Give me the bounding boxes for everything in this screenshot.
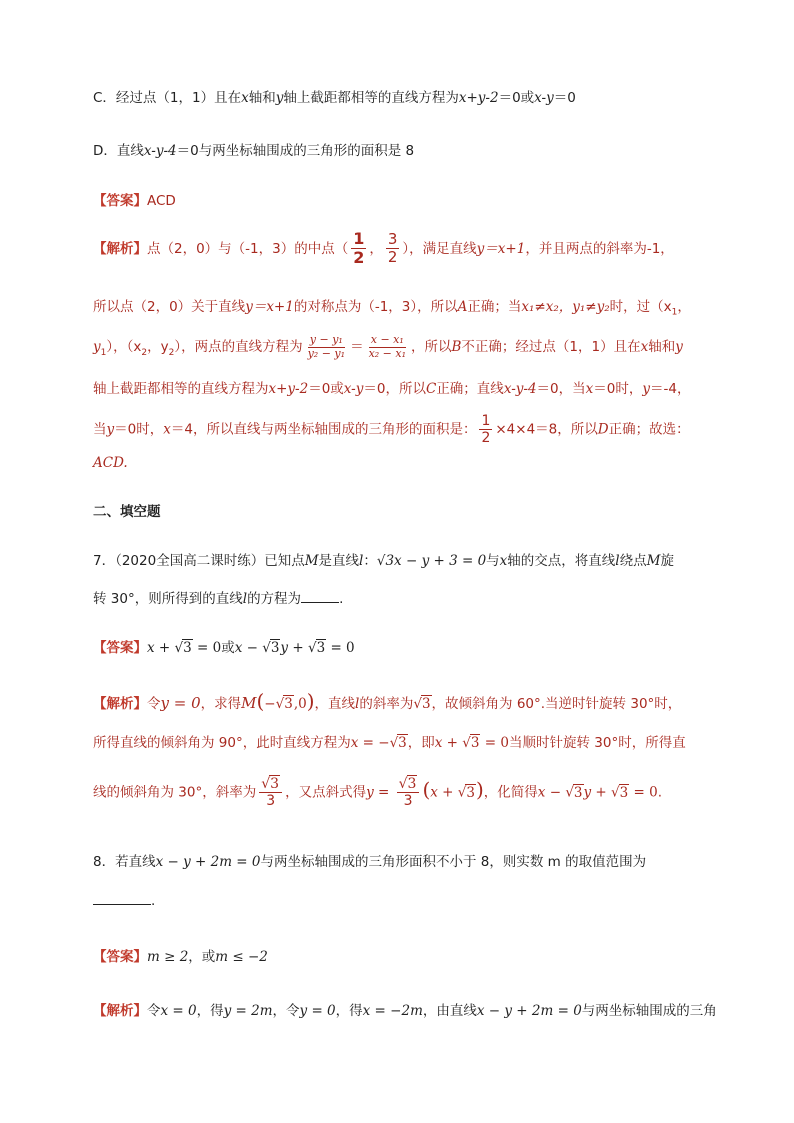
text: ×4×4＝8，所以 xyxy=(495,421,598,438)
text: 与两坐标轴围成的三角形面积不小于 8，则实数 m 的取值范围为 xyxy=(260,854,647,870)
text: ＝0 xyxy=(553,90,576,106)
line-l: l xyxy=(615,553,620,569)
sqrt-3: 3 xyxy=(470,735,480,751)
text: ，令 xyxy=(272,1003,300,1019)
text: 令 xyxy=(147,696,161,712)
math: y = xyxy=(366,784,394,801)
denominator: 3 xyxy=(266,793,276,810)
sqrt-3: 3 xyxy=(573,784,583,801)
numerator: 3 xyxy=(407,776,417,792)
q8-answer xyxy=(93,945,268,965)
section-heading: 二、填空题 xyxy=(93,504,161,520)
equation: x+y-2 xyxy=(458,90,499,106)
text: ： xyxy=(363,553,377,569)
line-l: l xyxy=(359,553,364,569)
text: 正确；故选： xyxy=(608,421,690,438)
equation: 3x − y + 3 = 0 xyxy=(385,553,487,569)
fraction-x xyxy=(367,334,408,360)
q7-line-2 xyxy=(93,587,343,607)
text: 正确；直线 xyxy=(436,381,504,397)
fraction-3-2 xyxy=(386,231,400,267)
equals: ＝ xyxy=(350,339,364,356)
text: ＝0，当 xyxy=(536,381,586,397)
text: 轴上截距都相等的直线方程为 xyxy=(93,381,269,397)
text: 时，过（x xyxy=(609,299,672,315)
option-d xyxy=(93,139,414,159)
equation: x-y xyxy=(534,90,554,106)
math: x = 0 xyxy=(160,1003,197,1019)
q6-analysis-line-6 xyxy=(93,455,128,471)
line-l: l xyxy=(355,696,360,712)
equation: x-y-4 xyxy=(503,381,537,397)
text: ），两点的直线方程为 xyxy=(174,339,303,356)
option-d: D xyxy=(597,421,609,438)
text: 当 xyxy=(93,421,107,438)
equation: x − y + 2m = 0 xyxy=(476,1003,582,1019)
equation: y＝x+1 xyxy=(476,240,526,257)
sqrt-3: 3 xyxy=(183,640,192,656)
text: ＝4，所以直线与两坐标轴围成的三角形的面积是： xyxy=(170,421,477,438)
option-c: C xyxy=(425,381,437,397)
text: ，y xyxy=(147,339,169,356)
condition: x₁≠x₂，y₁≠y₂ xyxy=(521,299,610,315)
text: 轴和 xyxy=(248,90,276,106)
option-c-lead: C．经过点（1，1）且在 xyxy=(93,90,242,106)
q7-analysis-line-2: 所得直线的倾斜角为 90°，此时直线方程为x = −√3，即x + √3 = 0当顺时针旋转 30°时，所得直 xyxy=(93,735,686,751)
text: 旋 xyxy=(660,553,674,569)
math: x − xyxy=(537,784,566,801)
option-c xyxy=(93,86,576,106)
text: ，得 xyxy=(196,1003,224,1019)
text: 转 30°，则所得到的直线 xyxy=(93,591,243,607)
math: x + xyxy=(147,640,175,656)
answer-tag: 【答案】 xyxy=(93,949,147,965)
q6-answer xyxy=(93,189,176,209)
fraction-1-2 xyxy=(479,413,492,446)
text: ，直线 xyxy=(314,696,356,712)
question-text: 8．若直线 xyxy=(93,854,156,870)
sqrt-3: 3 xyxy=(284,696,293,712)
numerator: x − x₁ xyxy=(370,333,404,346)
q6-analysis-line-2: 所以点（2，0）关于直线y＝x+1的对称点为（-1，3），所以A正确；当x₁≠x₂，y₁≠y₂时，过（$x_1$， xyxy=(93,299,691,318)
q8-analysis xyxy=(93,999,717,1019)
text: ，得 xyxy=(335,1003,363,1019)
answer-tag: 【答案】 xyxy=(93,193,147,209)
var-x: x xyxy=(640,339,649,356)
numerator: 3 xyxy=(270,776,280,792)
fraction-y xyxy=(306,334,347,360)
text: 的方程为 xyxy=(247,591,302,607)
answer-blank[interactable] xyxy=(301,590,339,603)
line-equation: √3x − y + 3 = 0 xyxy=(376,553,487,569)
text: ，化简得 xyxy=(483,784,538,801)
text: ＝0或 xyxy=(308,381,344,397)
answer-tag: 【答案】 xyxy=(93,640,147,656)
equation: x-y-4 xyxy=(143,143,177,159)
text: ，即 xyxy=(407,735,435,751)
sqrt-3: 3 xyxy=(421,696,431,712)
text: ，求得 xyxy=(200,696,242,712)
numerator: y − y₁ xyxy=(309,333,343,346)
text: 与两坐标轴围成的三角 xyxy=(581,1003,717,1019)
text: 点（2，0）与（-1，3）的中点（ xyxy=(147,240,349,257)
sqrt-3: 3 xyxy=(316,640,326,656)
q7-analysis-line-3: 线的倾斜角为 30°，斜率为 $\frac{√3}{3}$ ，又点斜式得y = $\frac{√3}{3}$ (x + √3)，化简得x − √3y + √3 = 0. xyxy=(93,776,663,810)
math: ,0 xyxy=(293,696,307,712)
text: ，并且两点的斜率为-1， xyxy=(525,240,674,257)
text: ，故倾斜角为 60°.当逆时针旋转 30°时， xyxy=(431,696,682,712)
denominator: 2 xyxy=(481,430,491,447)
var-x: x xyxy=(241,90,249,106)
fraction-sqrt3-3: $\frac{√3}{3}$ xyxy=(397,776,420,809)
var-x: x xyxy=(585,381,594,397)
math: m ≤ −2 xyxy=(215,949,268,965)
text: 的对称点为（-1，3），所以 xyxy=(293,299,458,315)
option-b: B xyxy=(451,339,462,356)
text: 轴的交点，将直线 xyxy=(507,553,616,569)
text: ， xyxy=(677,299,691,315)
q7-line-1 xyxy=(93,549,674,569)
math: m ≥ 2 xyxy=(147,949,189,965)
text: 线的倾斜角为 30°，斜率为 xyxy=(93,784,257,801)
denominator: x₂ − x₁ xyxy=(368,346,406,360)
math: y = 0 xyxy=(160,694,201,712)
final-choice: ACD. xyxy=(93,455,128,471)
denominator: 2 xyxy=(353,248,365,268)
var-x: x xyxy=(163,421,171,438)
sqrt-3: 3 xyxy=(398,735,407,751)
text: ），满足直线 xyxy=(402,240,477,257)
q6-analysis-line-1 xyxy=(93,230,674,268)
text: 绕点 xyxy=(619,553,647,569)
var-y: y xyxy=(675,339,683,356)
text: ＝0时， xyxy=(593,381,643,397)
answer-value: ACD xyxy=(147,193,176,209)
math: x − xyxy=(234,640,263,656)
point-m: M xyxy=(241,694,257,712)
text: ＝-4， xyxy=(649,381,691,397)
math: x = −2m xyxy=(362,1003,423,1019)
math: y + xyxy=(280,640,308,656)
text: ），（x xyxy=(106,339,142,356)
text: ＝0，所以 xyxy=(363,381,426,397)
text: 轴上截距都相等的直线方程为 xyxy=(283,90,459,106)
math: y + xyxy=(583,784,612,801)
q6-analysis-line-5 xyxy=(93,413,690,446)
q7-analysis-line-1: 【解析】令y = 0，求得M(−√3,0)，直线l的斜率为√3，故倾斜角为 60°.当逆时针旋转 30°时， xyxy=(93,689,682,713)
var-x: x xyxy=(499,553,508,569)
q6-analysis-line-4 xyxy=(93,377,690,397)
text: . xyxy=(657,784,663,801)
fraction-sqrt3-3: $\frac{√3}{3}$ xyxy=(259,776,282,809)
text: ＝0或 xyxy=(498,90,535,106)
question-text: 7．（2020全国高二课时练）已知点 xyxy=(93,553,305,569)
text: 或 xyxy=(221,640,235,656)
q7-answer: 【答案】x + √3 = 0或x − √3y + √3 = 0 xyxy=(93,640,355,656)
text: 是直线 xyxy=(318,553,360,569)
text: . xyxy=(151,893,156,909)
math: = 0 xyxy=(192,640,222,656)
sqrt-3: 3 xyxy=(466,784,475,801)
var-y: y xyxy=(106,421,115,438)
q8-line-1 xyxy=(93,850,646,870)
math: = 0 xyxy=(629,784,658,801)
point-m: M xyxy=(304,553,319,569)
text: ，所以 xyxy=(411,339,452,356)
text: 令 xyxy=(147,1003,161,1019)
point-m: M xyxy=(646,553,661,569)
denominator: 3 xyxy=(403,793,413,810)
text: 轴和 xyxy=(648,339,676,356)
equation: x-y xyxy=(343,381,364,397)
var-y: y xyxy=(93,339,101,356)
answer-blank[interactable] xyxy=(93,892,151,905)
text: 所以点（2，0）关于直线 xyxy=(93,299,246,315)
text: . xyxy=(339,591,344,607)
text: ，由直线 xyxy=(422,1003,477,1019)
math: = 0 xyxy=(480,735,509,751)
option-d-lead: D．直线 xyxy=(93,143,144,159)
fraction-1-2 xyxy=(351,230,366,268)
denominator: y₂ − y₁ xyxy=(307,346,346,360)
math: x = − xyxy=(350,735,390,751)
q6-analysis-line-3: $y_1$），（$x_2$，$y_2$），两点的直线方程为 $\frac{\text{y − y₁}}{\text{y₂ − y₁}}$ ＝ $\frac{\text{x − x₁}}{\text{x₂ − x₁}}$ ，所以B不正确；经过点（1，1）且在x轴和y xyxy=(93,333,683,360)
text: 的斜率为 xyxy=(359,696,414,712)
equation: x − y + 2m = 0 xyxy=(155,854,261,870)
analysis-tag: 【解析】 xyxy=(93,240,147,257)
q8-line-2 xyxy=(93,892,155,909)
text: ＝0时， xyxy=(114,421,164,438)
var-y: y xyxy=(275,90,284,106)
analysis-tag: 【解析】 xyxy=(93,696,147,712)
numerator: 1 xyxy=(353,229,365,248)
text: 不正确；经过点（1，1）且在 xyxy=(461,339,641,356)
equation: x+y-2 xyxy=(268,381,309,397)
var-y: y xyxy=(642,381,650,397)
analysis-tag: 【解析】 xyxy=(93,1003,147,1019)
sqrt-3: 3 xyxy=(270,640,280,656)
numerator: 3 xyxy=(387,230,398,249)
text: ＝0与两坐标轴围成的三角形的面积是 8 xyxy=(176,143,415,159)
sqrt-3: 3 xyxy=(619,784,629,801)
option-a: A xyxy=(457,299,468,315)
text: 所得直线的倾斜角为 90°，此时直线方程为 xyxy=(93,735,351,751)
equation: y＝x+1 xyxy=(245,299,294,315)
text: ，又点斜式得 xyxy=(285,784,367,801)
math: − xyxy=(264,696,276,712)
math: = 0 xyxy=(326,640,355,656)
math: y = 2m xyxy=(223,1003,273,1019)
numerator: 1 xyxy=(481,413,491,429)
math: y = 0 xyxy=(299,1003,336,1019)
text: ，或 xyxy=(188,949,216,965)
denominator: 2 xyxy=(387,248,398,267)
math: x + xyxy=(434,735,463,751)
line-l: l xyxy=(242,591,248,607)
text: 正确；当 xyxy=(467,299,522,315)
text: 当顺时针旋转 30°时，所得直 xyxy=(508,735,686,751)
text: 与 xyxy=(486,553,500,569)
text: ， xyxy=(369,240,383,257)
math: x + xyxy=(430,784,458,801)
